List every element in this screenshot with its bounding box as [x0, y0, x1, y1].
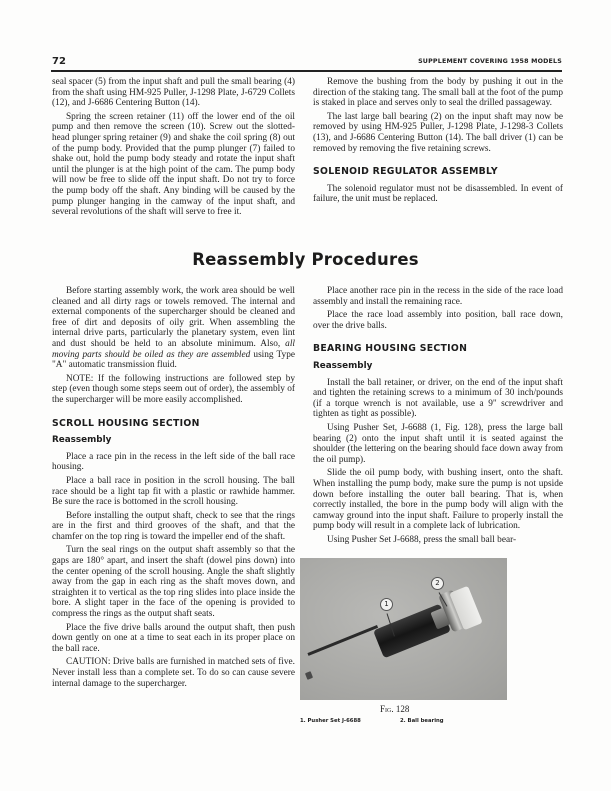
- intro-text-end: using Type "A" automatic transmission fluid.: [52, 349, 295, 371]
- subheading-reassembly: Reassembly: [313, 360, 373, 371]
- section-heading-solenoid: SOLENOID REGULATOR ASSEMBLY: [313, 166, 498, 178]
- header-rule: [51, 70, 562, 72]
- paragraph: Place a race pin in the recess in the left side of the ball race housing.: [52, 451, 295, 473]
- figure-caption-2: 2. Ball bearing: [400, 718, 444, 724]
- pusher-rod: [307, 625, 378, 656]
- paragraph: Place the five drive balls around the output shaft, then push down gently on one at a time to seat each in its proper place on the ball race.: [52, 622, 295, 654]
- page-title: Reassembly Procedures: [192, 250, 419, 269]
- section-heading-bearing-housing: BEARING HOUSING SECTION: [313, 343, 468, 355]
- top-left-column: [52, 77, 295, 221]
- paragraph: Turn the seal rings on the output shaft assembly so that the gaps are 180° apart, and insert the shaft (dowel pins down) into the center opening of the scroll housing. Angle the shaft slightly away from the gap in each ring as the shaft moves down, and straighten it to vertical as the top ring slides into place inside the bore. A slight taper in the face of the opening is provided to compress the rings as the output shaft seats.: [52, 545, 295, 620]
- paragraph: Before installing the output shaft, check to see that the rings are in the first and third grooves of the shaft, and that the chamfer on the top ring is toward the impeller end of the shaft.: [52, 510, 295, 542]
- paragraph: Using Pusher Set J-6688, press the small ball bear-: [327, 534, 517, 545]
- caution-paragraph: CAUTION: Drive balls are furnished in matched sets of five. Never install less than a complete set. To do so can cause severe internal damage to the supercharger.: [52, 657, 295, 689]
- bottom-left-column: [52, 286, 295, 692]
- subheading-reassembly: Reassembly: [52, 435, 112, 446]
- paragraph: Spring the screen retainer (11) off the lower end of the oil pump and then remove the screen (10). Screw out the slotted-head plunger spring retainer (9) and shake the coil spring (8) out of the pump body. Provided that the pump plunger (7) failed to shake out, hold the pump body steady and rotate the input shaft until the plunger is at the high point of the cam. The pump body will now be free to slide off the input shaft. Do not try to force the pump body off the shaft. Any binding will be caused by the pump plunger hanging in the camway of the input shaft, and several revolutions of the shaft will serve to free it.: [52, 111, 295, 218]
- bottom-right-column: [313, 286, 563, 548]
- figure-caption-1: 1. Pusher Set J-6688: [300, 718, 361, 724]
- figure-label: Fig. 128: [380, 704, 410, 714]
- top-right-column: [313, 77, 563, 208]
- paragraph: Remove the bushing from the body by pushing it out in the direction of the staking tang. The small ball at the foot of the pump is staked in place and serves only to seal the drilled passageway.: [313, 77, 563, 109]
- page-number: 72: [52, 56, 66, 67]
- paragraph: Using Pusher Set, J-6688 (1, Fig. 128), press the large ball bearing (2) onto the input shaft until it is seated against the shoulder (the lettering on the bearing should face down away from the oil pump).: [313, 422, 563, 465]
- section-heading-scroll-housing: SCROLL HOUSING SECTION: [52, 417, 200, 429]
- paragraph: seal spacer (5) from the input shaft and pull the small bearing (4) from the shaft using HM-925 Puller, J-1298 Plate, J-6729 Collets (12), and J-6686 Centering Button (14).: [52, 77, 295, 109]
- intro-paragraph: [52, 286, 295, 371]
- figure-photo-pusher-set: [300, 558, 507, 700]
- paragraph: Slide the oil pump body, with bushing insert, onto the shaft. When installing the pump body, make sure the pump is not upside down before installing the outer ball bearing. That is, when correctly installed, the bore in the pump body will align with the camway ground into the input shaft. Failure to properly install the pump body will result in a complete lack of lubrication.: [313, 468, 563, 532]
- paragraph: Place another race pin in the recess in the side of the race load assembly and install the remaining race.: [313, 286, 563, 307]
- paragraph: Install the ball retainer, or driver, on the end of the input shaft and tighten the retaining screws to a minimum of 30 inch/pounds (if a torque wrench is not available, use a 9" screwdriver and tighten as tight as possible).: [313, 377, 563, 420]
- intro-text: Before starting assembly work, the work area should be well cleaned and all dirty rags or towels removed. The internal and external components of the supercharger should be cleaned and free of dirt and deposits of oily grit. When assembling the internal drive parts, particularly the planetary system, even lint and dust should be held to an absolute minimum. Also,: [52, 286, 295, 349]
- callout-2: 2: [431, 577, 444, 590]
- running-head: SUPPLEMENT COVERING 1958 MODELS: [418, 58, 562, 65]
- note-paragraph: NOTE: If the following instructions are followed step by step (even though some steps seem out of order), the assembly of the supercharger will be more easily accomplished.: [52, 373, 295, 405]
- paragraph: Place a ball race in position in the scroll housing. The ball race should be a light tap fit with a plastic or rawhide hammer. Be sure the race is bottomed in the scroll housing.: [52, 475, 295, 508]
- paragraph: The solenoid regulator must not be disassembled. In event of failure, the unit must be replaced.: [313, 183, 563, 205]
- paragraph: The last large ball bearing (2) on the input shaft may now be removed by using HM-925 Puller, J-1298 Plate, J-1298-3 Collets (13), and J-6686 Centering Button (14). The ball driver (1) can be removed by removing the five retaining screws.: [313, 111, 563, 154]
- pusher-rod-end: [305, 671, 313, 680]
- callout-1: 1: [380, 598, 393, 611]
- intro-emphasis: all moving parts should be oiled as they are assembled: [52, 338, 295, 360]
- paragraph: Place the race load assembly into position, ball race down, over the drive balls.: [313, 310, 563, 331]
